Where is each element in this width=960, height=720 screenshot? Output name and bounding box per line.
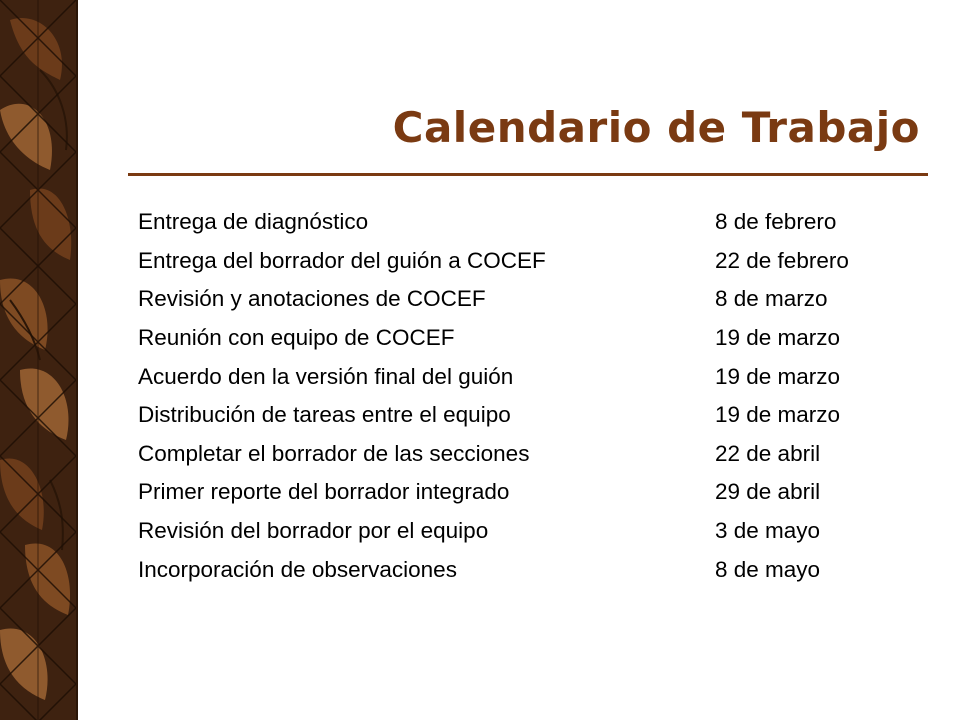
task-label: Reunión con equipo de COCEF: [138, 325, 455, 351]
task-label: Completar el borrador de las secciones: [138, 440, 530, 466]
task-label: Entrega de diagnóstico: [138, 209, 369, 235]
leaf-pattern-icon: [0, 0, 76, 720]
task-date: 19 de marzo: [715, 402, 841, 428]
task-label: Acuerdo den la versión final del guión: [138, 363, 514, 389]
schedule-row: [138, 550, 918, 589]
schedule-row: [138, 396, 918, 435]
schedule-row: [138, 242, 918, 281]
task-date: 8 de mayo: [715, 556, 821, 582]
slide-title: Calendario de Trabajo: [392, 103, 920, 152]
title-underline-bar: [128, 173, 928, 176]
task-date: 22 de abril: [715, 440, 821, 466]
task-date: 8 de marzo: [715, 286, 828, 312]
task-date: 29 de abril: [715, 479, 821, 505]
task-label: Incorporación de observaciones: [138, 556, 457, 582]
schedule-row: [138, 319, 918, 358]
decorative-side-panel: [0, 0, 78, 720]
task-label: Revisión del borrador por el equipo: [138, 518, 489, 544]
schedule-row: [138, 280, 918, 319]
schedule-row: [138, 357, 918, 396]
title-underline: [128, 173, 928, 176]
task-label: Revisión y anotaciones de COCEF: [138, 286, 486, 312]
task-date: 19 de marzo: [715, 325, 841, 351]
schedule-row: [138, 203, 918, 242]
task-label: Distribución de tareas entre el equipo: [138, 402, 511, 428]
task-date: 19 de marzo: [715, 363, 841, 389]
schedule-list: [138, 203, 918, 589]
task-label: Primer reporte del borrador integrado: [138, 479, 510, 505]
schedule-row: [138, 473, 918, 512]
task-date: 3 de mayo: [715, 518, 821, 544]
task-label: Entrega del borrador del guión a COCEF: [138, 247, 546, 273]
task-date: 22 de febrero: [715, 247, 849, 273]
task-date: 8 de febrero: [715, 209, 837, 235]
schedule-row: [138, 435, 918, 474]
schedule-row: [138, 512, 918, 551]
